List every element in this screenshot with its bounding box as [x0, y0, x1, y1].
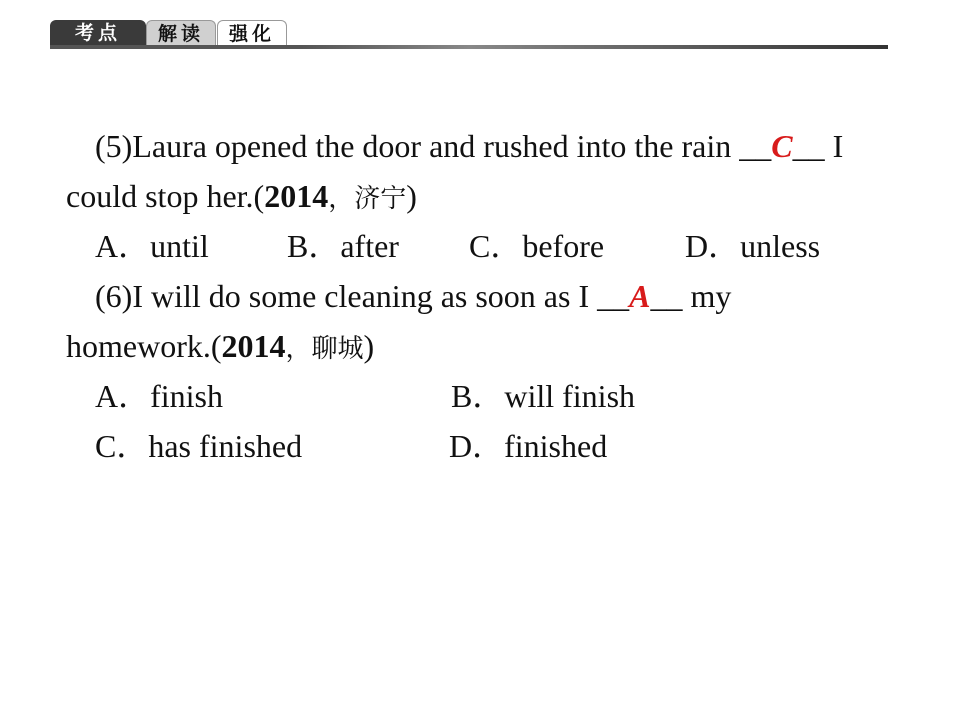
- question-5-line-1: [95, 126, 843, 166]
- question-6-line-1: [95, 276, 731, 316]
- question-stem: homework.(: [66, 328, 222, 364]
- question-stem-tail: __ my: [650, 278, 732, 314]
- question-stem: could stop her.(: [66, 178, 265, 214]
- option-a[interactable]: A．until: [95, 228, 209, 264]
- source-year: 2014: [221, 328, 286, 364]
- option-d[interactable]: D．finished: [449, 428, 608, 464]
- option-c[interactable]: C．before: [469, 228, 605, 264]
- question-5-line-2: [66, 176, 417, 219]
- source-city: 聊城: [311, 334, 364, 364]
- source-year: 2014: [264, 178, 329, 214]
- question-stem: Laura opened the door and rushed into the rain __: [132, 128, 772, 164]
- answer-mark: A: [629, 278, 651, 314]
- option-d[interactable]: D．unless: [685, 228, 821, 264]
- question-number: (5): [95, 128, 133, 164]
- option-a[interactable]: A．finish: [95, 378, 224, 414]
- question-stem: I will do some cleaning as soon as I __: [132, 278, 630, 314]
- source-close: ): [406, 178, 417, 214]
- source-comma: ，: [328, 184, 355, 214]
- source-close: ): [363, 328, 375, 364]
- source-city: 济宁: [354, 184, 407, 214]
- tab-kaodian[interactable]: 考点: [50, 20, 146, 46]
- option-b[interactable]: B．after: [287, 228, 399, 264]
- question-6-line-2: [66, 326, 374, 369]
- tab-jiedu[interactable]: 解读: [146, 20, 216, 46]
- option-b[interactable]: B．will finish: [451, 378, 636, 414]
- answer-mark: C: [771, 128, 793, 164]
- source-comma: ，: [285, 334, 312, 364]
- tab-qianghua[interactable]: 强化: [217, 20, 287, 46]
- question-stem-tail: __ I: [792, 128, 844, 164]
- header-divider: [50, 45, 888, 49]
- option-c[interactable]: C．has finished: [95, 428, 303, 464]
- question-number: (6): [95, 278, 133, 314]
